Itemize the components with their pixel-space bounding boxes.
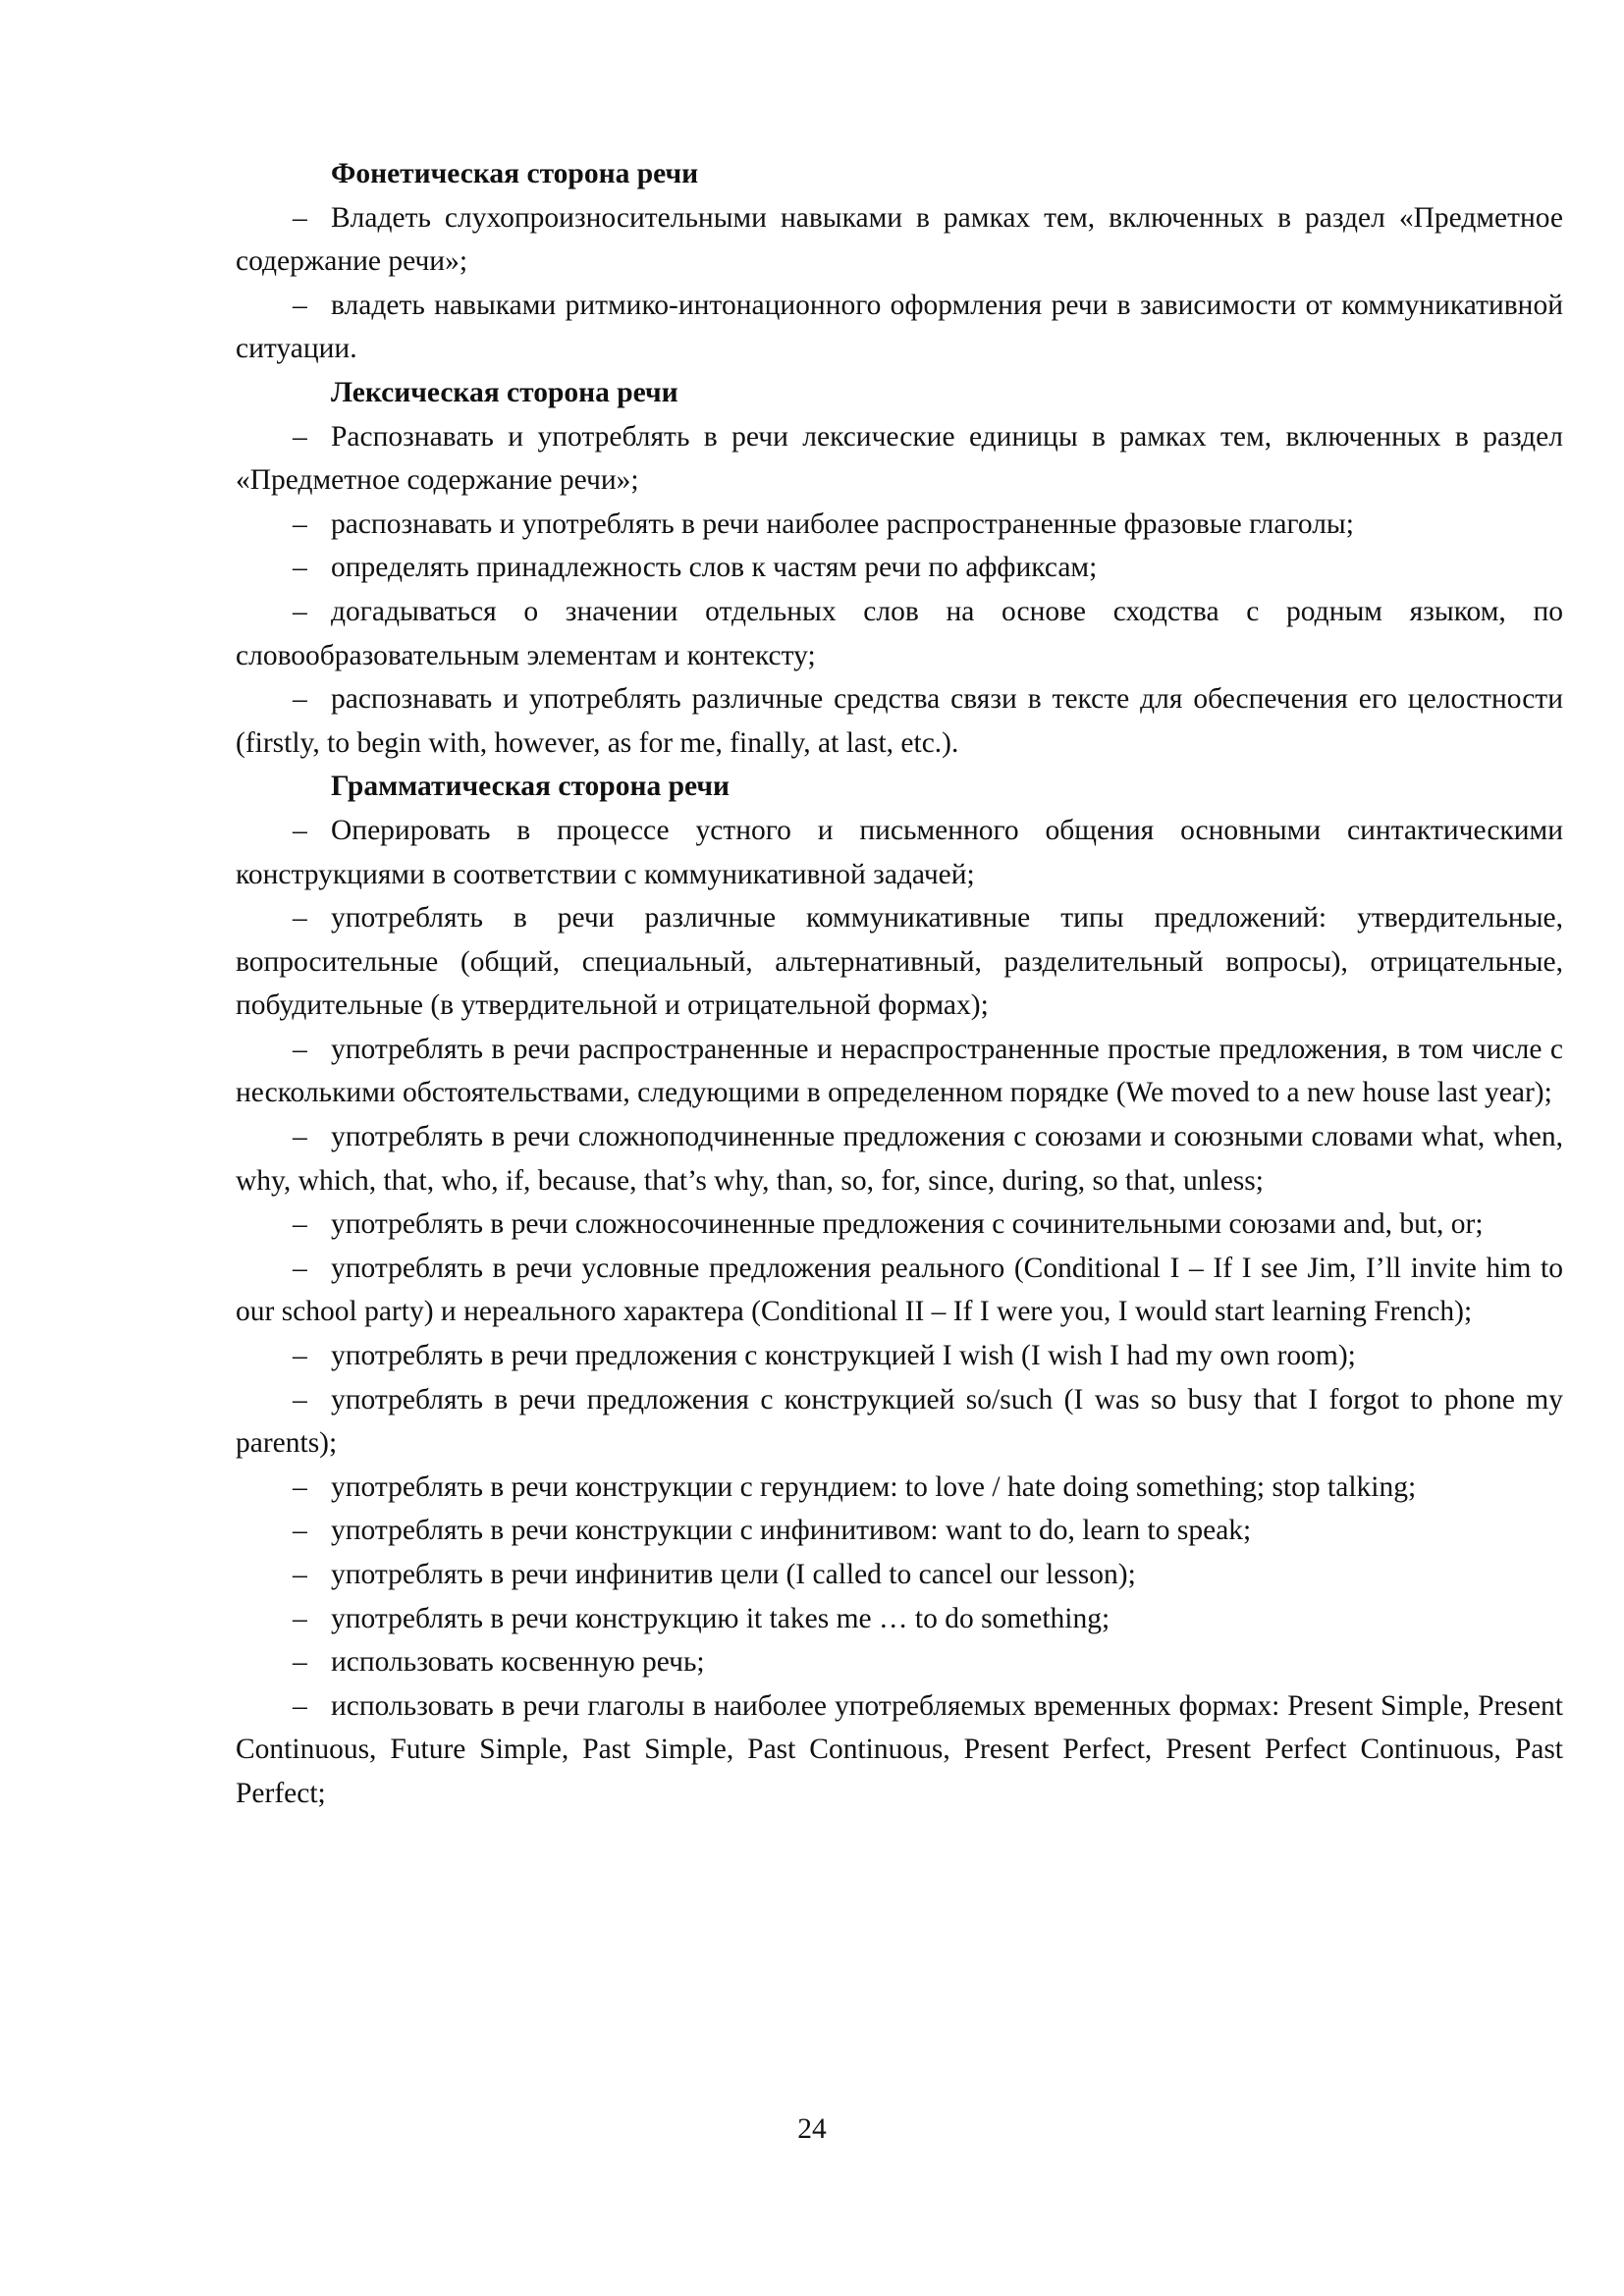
- list-item-text: употреблять в речи конструкции с герундием: to love / hate doing something; stop talking;: [331, 1470, 1417, 1503]
- list-item: [236, 284, 1563, 371]
- bullet-dash: –: [293, 814, 307, 846]
- bullet-dash: –: [293, 552, 307, 584]
- list-item-text: употреблять в речи предложения с конструкцией I wish (I wish I had my own room);: [331, 1340, 1356, 1372]
- bullet-dash: –: [293, 1559, 307, 1590]
- list-item-text: употреблять в речи условные предложения реального (Conditional I – If I see Jim, I’ll invite him to our school party) и нереального характера (Conditional II – If I were you, I would start learning French);: [236, 1252, 1563, 1328]
- bullet-dash: –: [293, 1470, 307, 1503]
- list-item: [236, 1202, 1563, 1247]
- document-body: [236, 152, 1563, 1816]
- list-item: [236, 677, 1563, 765]
- list-item: [236, 590, 1563, 677]
- list-item-text: догадываться о значении отдельных слов на основе сходства с родным языком, по словообразовательным элементам и контексту;: [236, 595, 1563, 671]
- section-phonetic: [236, 152, 1563, 371]
- page-number: 24: [797, 2113, 827, 2145]
- list-item: [236, 1597, 1563, 1641]
- list-item: [236, 1509, 1563, 1553]
- list-item: [236, 809, 1563, 896]
- list-item: [236, 1466, 1563, 1510]
- list-item-text: распознавать и употреблять в речи наиболее распространенные фразовые глаголы;: [331, 507, 1354, 540]
- section-grammar: [236, 765, 1563, 1815]
- list-item: [236, 1247, 1563, 1334]
- list-item: [236, 1684, 1563, 1816]
- list-item-text: употреблять в речи сложноподчиненные предложения с союзами и союзными словами what, when, why, which, that, who, if, because, that’s why, than, so, for, since, during, so that, unless;: [236, 1121, 1563, 1197]
- list-item: [236, 546, 1563, 590]
- list-item: [236, 1334, 1563, 1378]
- list-item-text: определять принадлежность слов к частям речи по аффиксам;: [331, 552, 1098, 584]
- list-item-text: употреблять в речи конструкции с инфинитивом: want to do, learn to speak;: [331, 1515, 1252, 1547]
- bullet-dash: –: [293, 420, 307, 453]
- list-item-text: Распознавать и употреблять в речи лексические единицы в рамках тем, включенных в раздел «Предметное содержание речи»;: [236, 420, 1563, 497]
- list-item-text: употреблять в речи предложения с конструкцией so/such (I was so busy that I forgot to phone my parents);: [236, 1383, 1563, 1460]
- list-item-text: употреблять в речи распространенные и нераспространенные простые предложения, в том числе с несколькими обстоятельствами, следующими в определенном порядке (We moved to a new house last year);: [236, 1033, 1563, 1109]
- list-item: [236, 1378, 1563, 1466]
- list-item-text: использовать в речи глаголы в наиболее употребляемых временных формах: Present Simple, Present Continuous, Future Simple, Past Simple, Past Continuous, Present Perfect, Present Perfect Continuous, Past Perfect;: [236, 1689, 1563, 1809]
- bullet-dash: –: [293, 1208, 307, 1241]
- list-item-text: использовать косвенную речь;: [331, 1646, 705, 1679]
- list-item-text: распознавать и употреблять различные средства связи в тексте для обеспечения его целостности (firstly, to begin with, however, as for me, finally, at last, etc.).: [236, 683, 1563, 759]
- section-lexical: [236, 371, 1563, 765]
- bullet-dash: –: [293, 902, 307, 934]
- bullet-dash: –: [293, 1033, 307, 1065]
- list-item: [236, 896, 1563, 1028]
- list-item: [236, 1553, 1563, 1597]
- bullet-dash: –: [293, 1689, 307, 1722]
- list-item-text: употреблять в речи сложносочиненные предложения с сочинительными союзами and, but, or;: [331, 1208, 1484, 1241]
- list-item-text: Владеть слухопроизносительными навыками в рамках тем, включенных в раздел «Предметное содержание речи»;: [236, 201, 1563, 278]
- list-item-text: употреблять в речи конструкцию it takes me … to do something;: [331, 1602, 1110, 1634]
- bullet-dash: –: [293, 683, 307, 716]
- bullet-dash: –: [293, 1383, 307, 1415]
- bullet-dash: –: [293, 1340, 307, 1372]
- list-item: [236, 415, 1563, 503]
- section-heading: Грамматическая сторона речи: [331, 771, 730, 803]
- list-item-text: употреблять в речи различные коммуникативные типы предложений: утвердительные, вопросительные (общий, специальный, альтернативный, разделительный вопросы), отрицательные, побудительные (в утвердительной и отрицательной формах);: [236, 902, 1563, 1022]
- bullet-dash: –: [293, 1252, 307, 1284]
- bullet-dash: –: [293, 289, 307, 321]
- list-item-text: владеть навыками ритмико-интонационного оформления речи в зависимости от коммуникативной ситуации.: [236, 289, 1563, 365]
- list-item: [236, 196, 1563, 284]
- bullet-dash: –: [293, 595, 307, 627]
- list-item: [236, 503, 1563, 547]
- section-heading: Фонетическая сторона речи: [331, 158, 699, 189]
- list-item-text: употреблять в речи инфинитив цели (I called to cancel our lesson);: [331, 1559, 1136, 1590]
- bullet-dash: –: [293, 507, 307, 540]
- list-item-text: Оперировать в процессе устного и письменного общения основными синтактическими конструкциями в соответствии с коммуникативной задачей;: [236, 814, 1563, 890]
- list-item: [236, 1028, 1563, 1115]
- bullet-dash: –: [293, 201, 307, 234]
- list-item: [236, 1115, 1563, 1202]
- bullet-dash: –: [293, 1646, 307, 1679]
- bullet-dash: –: [293, 1515, 307, 1547]
- section-heading: Лексическая сторона речи: [331, 376, 678, 408]
- bullet-dash: –: [293, 1121, 307, 1153]
- bullet-dash: –: [293, 1602, 307, 1634]
- list-item: [236, 1640, 1563, 1684]
